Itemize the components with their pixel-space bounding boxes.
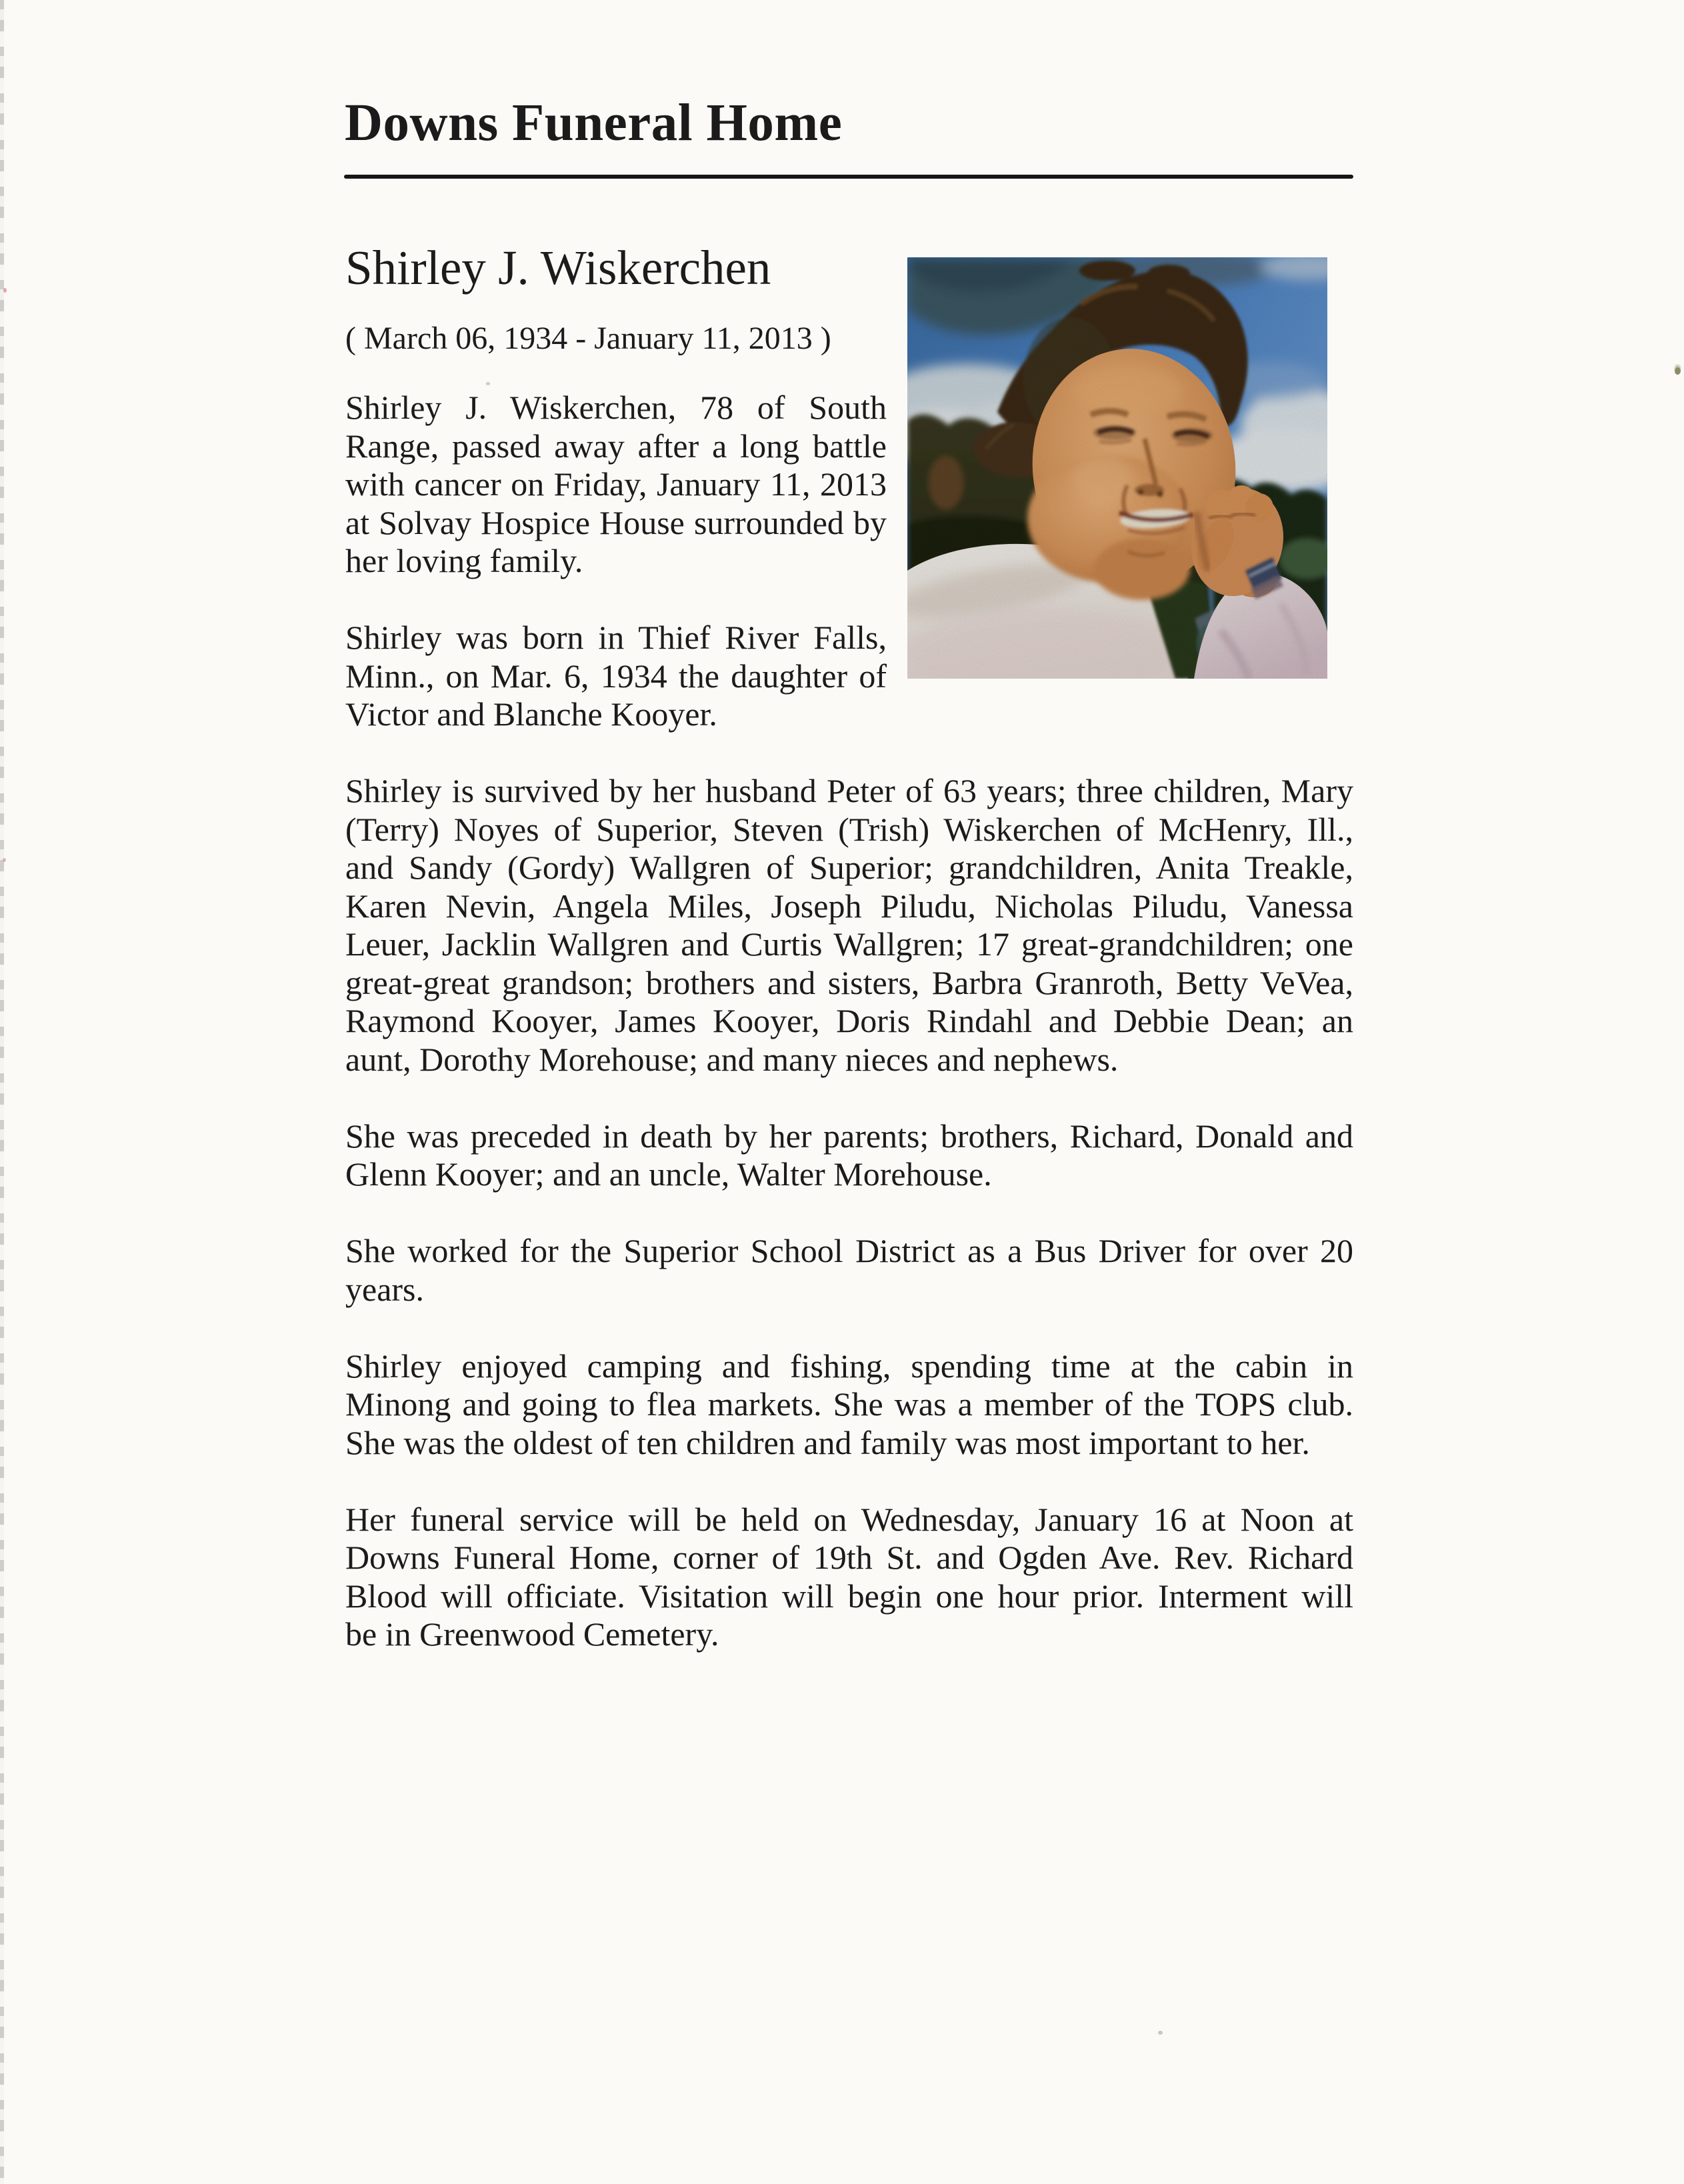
text-line: She was preceded in death by her parents; brothers, Richard, Donald and [345,1117,1353,1155]
obituary-paragraph [345,1501,1353,1654]
text-line: Glenn Kooyer; and an uncle, Walter Morehouse. [345,1155,992,1193]
text-line: Raymond Kooyer, James Kooyer, Doris Rindahl and Debbie Dean; an [345,1002,1353,1039]
obituary-body [345,389,1353,1654]
text-line: her loving family. [345,542,583,579]
text-line: at Solvay Hospice House surrounded by [345,503,887,541]
text-line: years. [345,1270,424,1308]
obituary-paragraph [345,619,887,734]
obituary-paragraph [345,1347,1353,1463]
text-line: (Terry) Noyes of Superior, Steven (Trish) Wiskerchen of McHenry, Ill., [345,810,1353,848]
obituary-paragraph [345,1232,1353,1309]
text-line: Range, passed away after a long battle [345,427,887,465]
text-line: Minn., on Mar. 6, 1934 the daughter of [345,657,887,695]
text-line: aunt, Dorothy Morehouse; and many nieces and nephews. [345,1040,1119,1078]
text-line: Minong and going to flea markets. She was a member of the TOPS club. [345,1385,1353,1423]
scan-edge-artifact [0,0,4,2184]
text-line: Victor and Blanche Kooyer. [345,695,717,733]
text-line: be in Greenwood Cemetery. [345,1615,719,1653]
text-line: Blood will officiate. Visitation will begin one hour prior. Interment will [345,1577,1353,1615]
funeral-home-name: Downs Funeral Home [345,94,843,152]
text-line: She worked for the Superior School District as a Bus Driver for over 20 [345,1232,1353,1269]
obituary-paragraph [345,389,887,581]
scan-speck [3,288,7,293]
scan-speck [1158,2031,1163,2035]
obituary-paragraph [345,772,1353,1079]
life-dates: ( March 06, 1934 - January 11, 2013 ) [345,321,831,356]
text-line: Her funeral service will be held on Wednesday, January 16 at Noon at [345,1500,1353,1538]
text-line: great-great grandson; brothers and sisters, Barbra Granroth, Betty VeVea, [345,963,1353,1001]
text-line: Downs Funeral Home, corner of 19th St. and Ogden Ave. Rev. Richard [345,1539,1353,1576]
scan-speck [486,382,490,385]
header-divider [344,175,1353,179]
text-line: Shirley was born in Thief River Falls, [345,619,887,656]
scan-speck [3,858,6,862]
text-line: She was the oldest of ten children and family was most important to her. [345,1423,1310,1461]
text-line: and Sandy (Gordy) Wallgren of Superior; grandchildren, Anita Treakle, [345,849,1353,886]
text-line: Shirley enjoyed camping and fishing, spending time at the cabin in [345,1347,1353,1385]
text-line: Leuer, Jacklin Wallgren and Curtis Wallgren; 17 great-grandchildren; one [345,925,1353,963]
text-line: Shirley is survived by her husband Peter of 63 years; three children, Mary [345,772,1353,809]
scan-speck [1675,367,1681,375]
text-line: Karen Nevin, Angela Miles, Joseph Piludu, Nicholas Piludu, Vanessa [345,887,1353,925]
text-line: with cancer on Friday, January 11, 2013 [345,465,887,503]
obituary-paragraph [345,1117,1353,1194]
deceased-name: Shirley J. Wiskerchen [345,241,771,295]
text-line: Shirley J. Wiskerchen, 78 of South [345,389,887,426]
